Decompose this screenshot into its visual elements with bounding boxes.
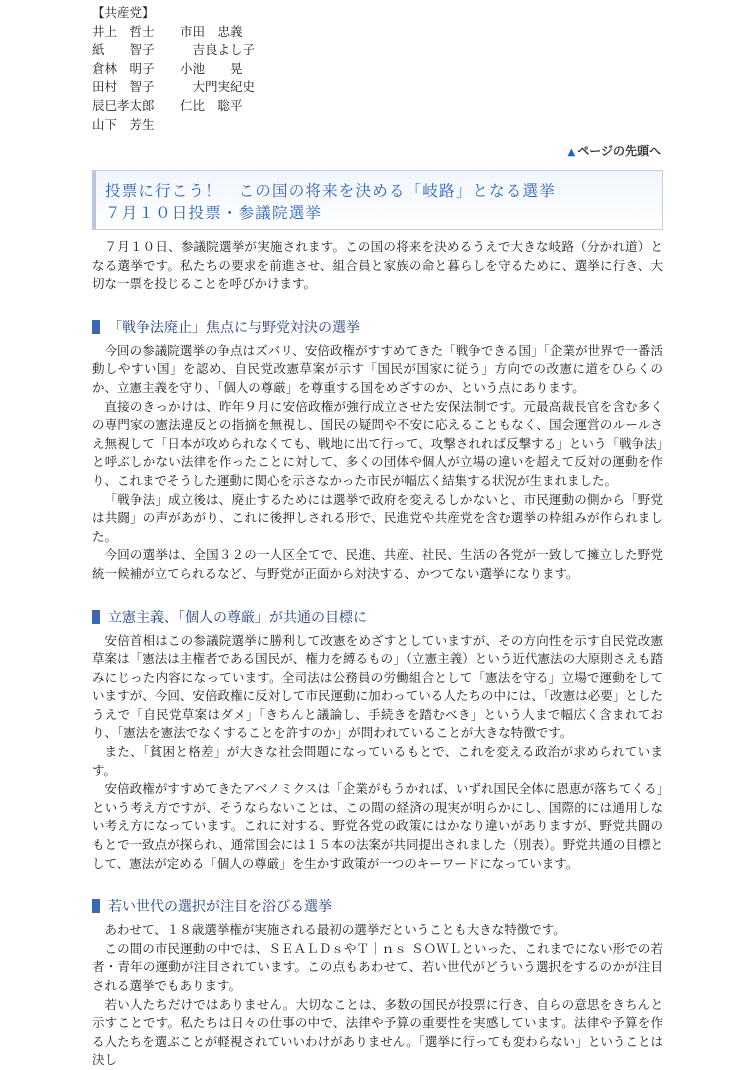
section-heading-text: 若い世代の選択が注目を浴びる選挙 [108, 899, 332, 916]
body-paragraph: 今回の選挙は、全国３２の一人区全てで、民進、共産、社民、生活の各党が一致して擁立した野党統一候補が立てられるなど、与野党が正面から対決する、かつてない選挙になります。 [92, 547, 663, 581]
member-row [92, 23, 255, 42]
article-title-box [92, 170, 663, 230]
page-top-link-label: ページの先頭へ [577, 144, 661, 158]
party-members-list [92, 4, 255, 134]
member-name: 田村 智子 [92, 79, 155, 95]
article-body [92, 238, 663, 1070]
member-row [92, 41, 255, 60]
heading-bar-icon [92, 320, 100, 334]
member-name: 市田 忠義 [180, 23, 243, 39]
member-name: 小池 晃 [180, 60, 243, 76]
section-heading [92, 895, 663, 917]
page-top-link[interactable] [568, 142, 661, 159]
member-name: 辰巳孝太郎 [92, 97, 155, 113]
member-name: 井上 哲士 [92, 23, 155, 39]
article-title-line1: 投票に行こう！ この国の将来を決める「岐路」となる選挙 [105, 182, 556, 200]
section-heading [92, 316, 663, 338]
body-paragraph: 直接のきっかけは、昨年９月に安倍政権が強行成立させた安保法制です。元最高裁長官を含む多くの専門家の憲法違反との指摘を無視し、国民の疑問や不安に応えることもなく、国会運営のルールさえ無視して「日本が攻められなくても、戦地に出て行って、攻撃されれば反撃する」という「戦争法」と呼ぶしかない法律を作ったことに対して、多くの団体や個人が立場の違いを超えて反対の運動を作り、これまでそうした運動に関心を示さなかった市民が幅広く結集する状況が生まれました。 [92, 398, 663, 488]
member-row [92, 116, 255, 135]
body-paragraph: 安倍首相はこの参議院選挙に勝利して改憲をめざすとしていますが、その方向性を示す自民党改憲草案は「憲法は主権者である国民が、権力を縛るもの」（立憲主義）という近代憲法の大原則さえも踏みにじった内容になっています。全司法は公務員の労働組合として「憲法を守る」立場で運動をしていますが、今回、安倍政権に反対して市民運動に加わっている人たちの中には、「改憲は必要」としたうえで「自民党草案はダメ」「きちんと議論し、手続きを踏むべき」という人まで幅広く含まれており、「憲法を憲法でなくすることを許すのか」が問われていることが大きな特徴です。 [92, 632, 663, 741]
member-row [92, 97, 255, 116]
body-paragraph: この間の市民運動の中では、ＳＥＡＬＤｓやＴ｜ｎｓ ＳＯＷＬといった、これまでにない形での若者・青年の運動が注目されています。この点もあわせて、若い世代がどういう選択をするのかが注目される選挙でもあります。 [92, 940, 663, 993]
member-name: 紙 智子 [92, 42, 155, 58]
up-triangle-icon: ▲ [567, 147, 576, 158]
member-name: 吉良よし子 [180, 42, 256, 58]
body-paragraph: 若い人たちだけではありません。大切なことは、多数の国民が投票に行き、自らの意思をきちんと示すことです。私たちは日々の仕事の中で、法律や予算の重要性を実感しています。法律や予算を作る人たちを選ぶことが軽視されていいわけがありません。「選挙に行っても変わらない」ということは決し [92, 996, 663, 1068]
section-heading-text: 「戦争法廃止」焦点に与野党対決の選挙 [108, 319, 360, 336]
member-name: 山下 芳生 [92, 116, 155, 132]
section-heading-text: 立憲主義、「個人の尊厳」が共通の目標に [108, 609, 367, 626]
heading-bar-icon [92, 899, 100, 913]
body-paragraph: あわせて、１８歳選挙権が実施される最初の選挙だということも大きな特徴です。 [104, 922, 566, 938]
heading-bar-icon [92, 610, 100, 624]
member-name: 倉林 明子 [92, 60, 155, 76]
body-paragraph: 「戦争法」成立後は、廃止するためには選挙で政府を変えるしかないと、市民運動の側から「野党は共闘」の声があがり、これに後押しされる形で、民進党や共産党を含む選挙の枠組みが作られました。 [92, 491, 663, 544]
member-name: 大門実紀史 [180, 79, 256, 95]
member-name: 仁比 聡平 [180, 97, 243, 113]
intro-paragraph: ７月１０日、参議院選挙が実施されます。この国の将来を決めるうえで大きな岐路（分かれ道）となる選挙です。私たちの要求を前進させ、組合員と家族の命と暮らしを守るために、選挙に行き、大切な一票を投じることを呼びかけます。 [92, 239, 663, 292]
body-paragraph: 今回の参議院選挙の争点はズバリ、安倍政権がすすめてきた「戦争できる国」「企業が世界で一番活動しやすい国」を認め、自民党改憲草案が示す「国民が国家に従う」方向での改憲に道をひらくのか、立憲主義を守り、「個人の尊厳」を尊重する国をめざすのか、という点にあります。 [92, 342, 663, 395]
body-paragraph: 安倍政権がすすめてきたアベノミクスは「企業がもうかれば、いずれ国民全体に恩恵が落ちてくる」という考え方ですが、そうならないことは、この間の経済の現実が明らかにし、国際的には通用しない考え方になっています。これに対する、野党各党の政策にはかなり違いがありますが、野党共闘のもとで一致点が探られ、通常国会には１５本の法案が共同提出されました（別表）。野党共通の目標として、憲法が定める「個人の尊厳」を生かす政策が一つのキーワードになっています。 [92, 781, 663, 871]
member-row [92, 78, 255, 97]
article-title-line2: ７月１０日投票・参議院選挙 [105, 204, 323, 222]
party-heading: 【共産党】 [92, 5, 155, 20]
body-paragraph: また、「貧困と格差」が大きな社会問題になっているもとで、これを変える政治が求められています。 [92, 744, 663, 778]
section-heading [92, 606, 663, 628]
member-row [92, 60, 255, 79]
